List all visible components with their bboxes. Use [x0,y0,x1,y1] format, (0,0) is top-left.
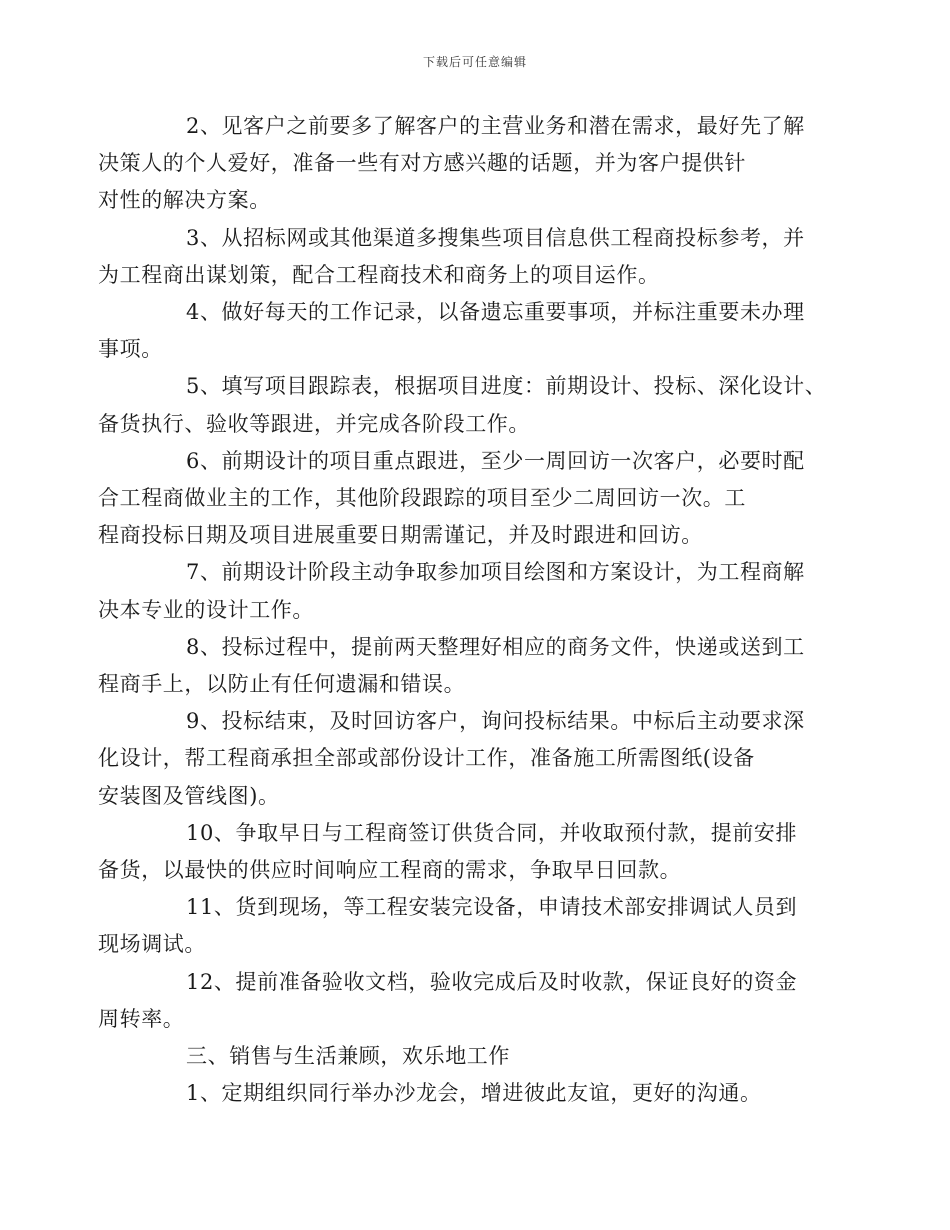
section-heading-3 [142,1038,822,1075]
paragraph-line: 5、填写项目跟踪表，根据项目进度：前期设计、投标、深化设计、 [186,374,827,399]
paragraph-7 [98,554,822,628]
paragraph-line: 7、前期设计阶段主动争取参加项目绘图和方案设计，为工程商解 [186,560,805,585]
paragraph-line: 程商手上，以防止有任何遗漏和错误。 [98,672,466,697]
paragraph-6 [98,443,822,555]
paragraph-line: 周转率。 [98,1006,185,1031]
paragraph-line: 合工程商做业主的工作，其他阶段跟踪的项目至少二周回访一次。工 [98,486,746,511]
paragraph-line: 事项。 [98,337,163,362]
paragraph-line: 决策人的个人爱好，准备一些有对方感兴趣的话题，并为客户提供针 [98,151,746,176]
paragraph-line: 10、争取早日与工程商签订供货合同，并收取预付款，提前安排 [186,820,798,845]
paragraph-line: 为工程商出谋划策，配合工程商技术和商务上的项目运作。 [98,262,660,287]
paragraph-line: 对性的解决方案。 [98,188,271,213]
paragraph-4 [98,294,822,368]
paragraph-8 [98,629,822,703]
paragraph-line: 3、从招标网或其他渠道多搜集些项目信息供工程商投标参考，并 [186,225,805,250]
paragraph-line: 三、销售与生活兼顾，欢乐地工作 [186,1044,510,1069]
paragraph-line: 12、提前准备验收文档，验收完成后及时收款，保证良好的资金 [186,969,798,994]
paragraph-10 [98,815,822,889]
paragraph-9 [98,703,822,815]
paragraph-11 [98,889,822,963]
paragraph-12 [98,964,822,1038]
paragraph-line: 11、货到现场，等工程安装完设备，申请技术部安排调试人员到 [186,895,798,920]
paragraph-line: 8、投标过程中，提前两天整理好相应的商务文件，快递或送到工 [186,634,805,659]
paragraph-line: 6、前期设计的项目重点跟进，至少一周回访一次客户，必要时配 [186,448,805,473]
paragraph-line: 备货，以最快的供应时间响应工程商的需求，争取早日回款。 [98,858,682,883]
paragraph-5 [98,368,827,442]
paragraph-line: 2、见客户之前要多了解客户的主营业务和潜在需求，最好先了解 [186,114,805,138]
paragraph-section3-1 [142,1075,822,1112]
page-header-note: 下载后可任意编辑 [422,55,527,69]
paragraph-line: 现场调试。 [98,932,206,957]
paragraph-3 [98,220,822,294]
paragraph-line: 备货执行、验收等跟进，并完成各阶段工作。 [98,411,530,436]
document-body [98,108,827,1112]
paragraph-line: 安装图及管线图)。 [98,783,280,808]
paragraph-2 [98,108,822,220]
paragraph-line: 1、定期组织同行举办沙龙会，增进彼此友谊，更好的沟通。 [186,1081,762,1106]
paragraph-line: 决本专业的设计工作。 [98,597,314,622]
paragraph-line: 程商投标日期及项目进展重要日期需谨记，并及时跟进和回访。 [98,523,703,548]
paragraph-line: 9、投标结束，及时回访客户，询问投标结果。中标后主动要求深 [186,709,805,734]
paragraph-line: 化设计，帮工程商承担全部或部份设计工作，准备施工所需图纸(设备 [98,746,755,771]
paragraph-line: 4、做好每天的工作记录，以备遗忘重要事项，并标注重要未办理 [186,300,805,325]
